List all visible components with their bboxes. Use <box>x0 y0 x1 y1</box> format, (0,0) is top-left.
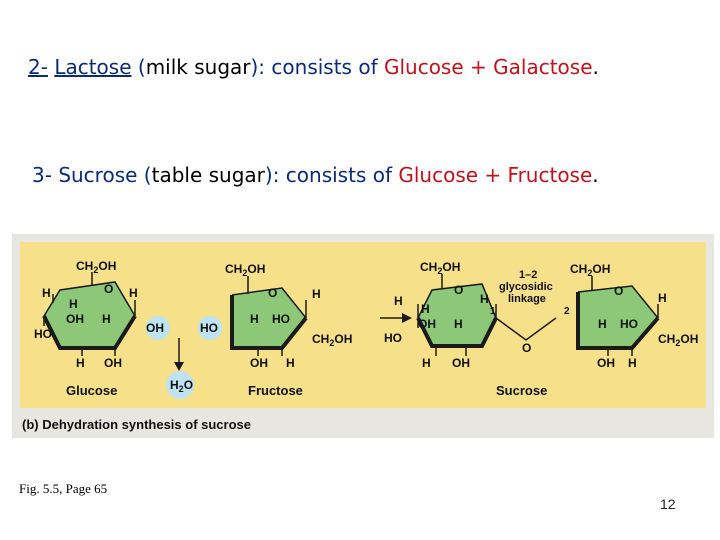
sucrose-name: Sucrose <box>496 383 548 398</box>
glucose-h-inner-2: H <box>102 312 111 326</box>
fructose-h-inner: H <box>250 312 259 326</box>
lactose-line <box>28 55 599 79</box>
sucrose-plus: + <box>484 163 502 187</box>
fructose-h-top-right: H <box>312 287 321 301</box>
sucrose-ch2oh-bottom-right: $CH_2OH$ <box>658 332 699 348</box>
figure-caption: (b) Dehydration synthesis of sucrose <box>22 417 251 432</box>
reaction-diagram <box>20 242 706 408</box>
linkage-num-2: 2 <box>564 306 570 317</box>
dehydration-figure <box>12 234 714 438</box>
sucrose-ring-o-right: O <box>614 284 624 298</box>
glucose-name: Glucose <box>66 383 118 398</box>
sucrose-h-bottom-right: H <box>628 356 637 370</box>
sucrose-ho-inner-right: HO <box>620 317 638 331</box>
sucrose-oh-bottom-left: OH <box>452 356 470 370</box>
water-label: $H_2O$ <box>170 378 194 394</box>
sucrose-component-1: Glucose <box>398 163 479 187</box>
sucrose-h-inner-2: H <box>454 317 463 331</box>
water-arrow-head <box>174 362 184 371</box>
lactose-common-name: milk sugar <box>145 55 251 79</box>
sucrose-paren-close: ): <box>264 163 280 187</box>
figure-reference: Fig. 5.5, Page 65 <box>19 481 108 496</box>
glucose-h-left: H <box>42 286 51 300</box>
sucrose-paren-open: ( <box>143 163 152 187</box>
sucrose-period: . <box>592 163 599 187</box>
lactose-period: . <box>592 55 599 79</box>
sucrose-line <box>32 163 599 187</box>
sucrose-number: 3- <box>32 163 52 187</box>
linkage-label-1: 1–2 <box>519 269 538 281</box>
sucrose-common-name: table sugar <box>151 163 265 187</box>
sucrose-ring-o-left: O <box>454 283 464 297</box>
figure-panel <box>20 242 706 408</box>
fructose-name: Fructose <box>248 383 303 398</box>
lactose-component-1: Glucose <box>383 55 464 79</box>
sucrose-consists: consists of <box>285 163 392 187</box>
sucrose-ch2oh-right: $CH_2OH$ <box>570 262 611 278</box>
sucrose-h-left: H <box>394 294 403 308</box>
sucrose-h-inner: H <box>421 302 430 316</box>
linkage-num-1: 1 <box>490 306 496 317</box>
sucrose-oh-inner: OH <box>418 317 436 331</box>
glucose-h-inner: H <box>69 297 78 311</box>
lactose-consists: consists of <box>271 55 378 79</box>
lactose-number: 2- <box>28 55 48 79</box>
sucrose-name: Sucrose <box>58 163 138 187</box>
glycosidic-bond <box>496 318 556 340</box>
lactose-paren-open: ( <box>137 55 146 79</box>
lactose-name: Lactose <box>54 55 132 79</box>
fructose-ho-left: HO <box>200 321 218 335</box>
lactose-paren-close: ): <box>250 55 266 79</box>
sucrose-ch2oh-left: $CH_2OH$ <box>420 260 461 276</box>
glucose-h-right: H <box>129 286 138 300</box>
fructose-oh-bottom: OH <box>250 356 268 370</box>
fructose-ch2oh: $CH_2OH$ <box>225 262 266 278</box>
glucose-h-bottom-left: H <box>76 356 85 370</box>
sucrose-h-mid-left: H <box>480 292 489 306</box>
fructose-ch2oh-right: $CH_2OH$ <box>312 332 353 348</box>
reaction-arrow-head <box>402 313 412 323</box>
lactose-component-2: Galactose <box>493 55 593 79</box>
lactose-plus: + <box>470 55 487 79</box>
sucrose-h-bottom-left: H <box>422 356 431 370</box>
fructose-ho-inner: HO <box>272 312 290 326</box>
page-number: 12 <box>660 496 676 512</box>
sucrose-h-right: H <box>658 291 667 305</box>
sucrose-ho-left: HO <box>384 331 402 345</box>
fructose-ring-o: O <box>268 286 278 300</box>
glucose-ring-o: O <box>104 282 114 296</box>
sucrose-h-inner-right: H <box>598 317 607 331</box>
fructose-h-bottom: H <box>286 356 295 370</box>
glucose-ho-left: HO <box>34 327 52 341</box>
bridge-oxygen: O <box>522 341 532 355</box>
glucose-oh-bottom: OH <box>104 356 122 370</box>
linkage-label-3: linkage <box>508 293 546 305</box>
glucose-ch2oh: $CH_2OH$ <box>76 259 117 275</box>
sucrose-oh-bottom-right: OH <box>597 356 615 370</box>
glucose-oh-right: OH <box>146 321 164 335</box>
sucrose-component-2: Fructose <box>507 163 593 187</box>
linkage-label-2: glycosidic <box>499 281 553 293</box>
glucose-oh-inner: OH <box>66 312 84 326</box>
